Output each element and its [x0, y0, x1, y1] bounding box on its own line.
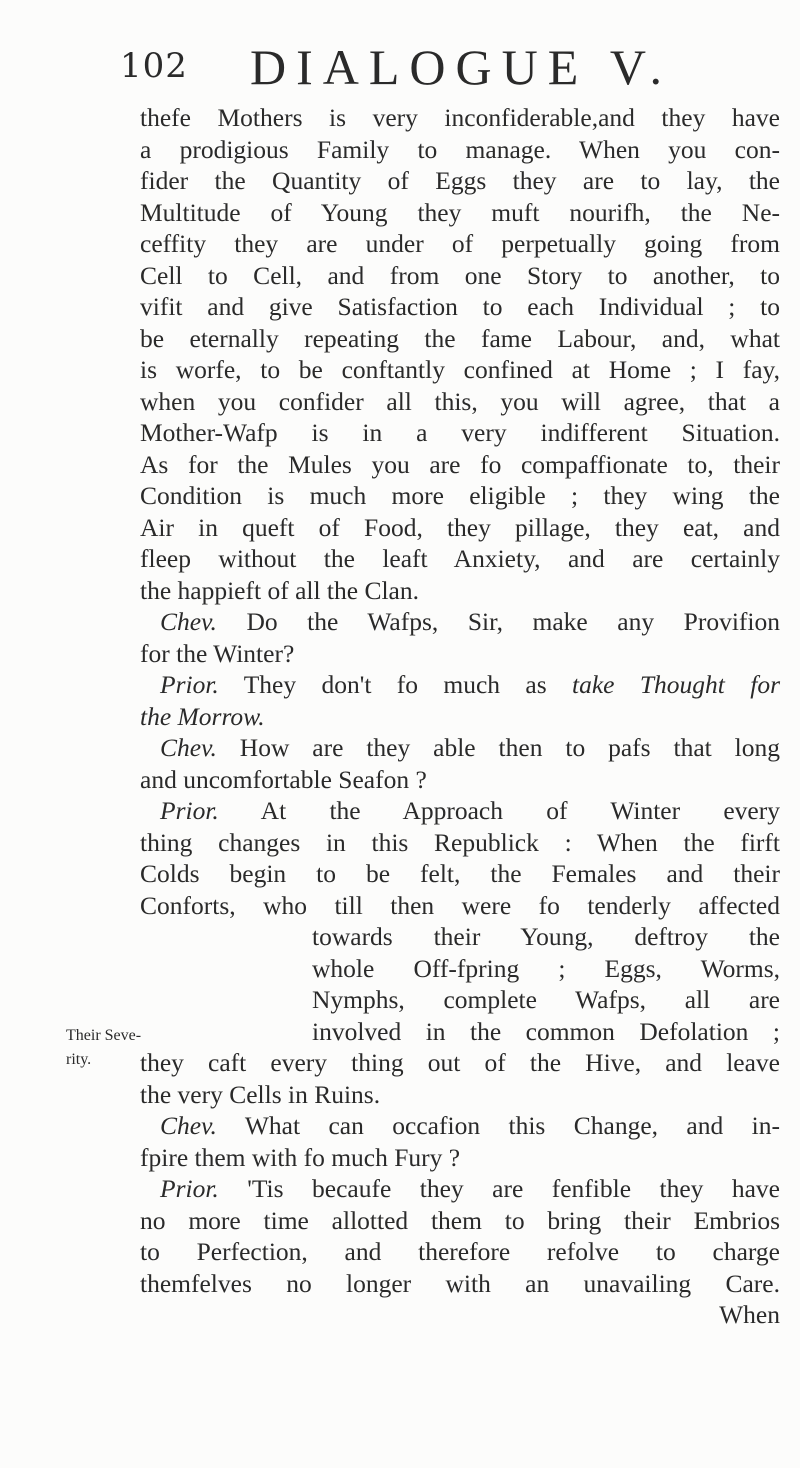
catchword: When: [719, 1300, 780, 1329]
text-line: is worfe, to be conftantly confined at Home ; I fay,: [140, 355, 780, 384]
text-line: [140, 606, 780, 638]
text-line: and uncomfortable Seafon ?: [140, 764, 427, 794]
text-line: thing changes in this Republick : When the firft: [140, 827, 780, 857]
text-line: [140, 669, 780, 701]
text-line: the Morrow.: [140, 701, 265, 731]
speech-text: What can occafion this Change, and in-: [216, 1111, 780, 1140]
text-line: Cell to Cell, and from one Story to another, to: [140, 260, 780, 290]
text-line: Multitude of Young they muft nourifh, the Ne-: [140, 197, 780, 227]
speaker-label: Chev.: [160, 733, 217, 762]
text-line: vifit and give Satisfaction to each Individual ; to: [140, 292, 780, 321]
text-line: Colds begin to be felt, the Females and their: [140, 859, 780, 888]
text-line: [140, 1173, 780, 1205]
text-line: fleep without the leaft Anxiety, and are certainly: [140, 544, 780, 573]
running-head: DIALOGUE V.: [250, 39, 673, 95]
text-line: when you confider all this, you will agree, that a: [140, 386, 780, 416]
text-line: [140, 1110, 780, 1142]
text-line: fpire them with fo much Fury ?: [140, 1142, 461, 1172]
text-line: [140, 732, 780, 764]
speaker-label: Chev.: [160, 1111, 217, 1140]
text-line: Mother-Wafp is in a very indifferent Situation.: [140, 418, 780, 447]
text-line: to Perfection, and therefore refolve to charge: [140, 1237, 780, 1266]
text-line: the happieft of all the Clan.: [140, 575, 419, 605]
text-line: be eternally repeating the fame Labour, and, what: [140, 323, 780, 353]
text-line: thefe Mothers is very inconfiderable,and they have: [140, 103, 780, 132]
text-line: for the Winter?: [140, 638, 295, 668]
page-header: [120, 38, 680, 100]
text-line: whole Off-fpring ; Eggs, Worms,: [312, 953, 780, 983]
speech-text: At the Approach of Winter every: [218, 796, 780, 825]
speech-text: They don't fo much as: [218, 670, 573, 699]
text-line: Nymphs, complete Wafps, all are: [312, 985, 780, 1014]
text-line: they caft every thing out of the Hive, and leave: [140, 1048, 780, 1077]
speaker-label: Prior.: [160, 1174, 219, 1203]
page-number: 102: [120, 46, 188, 86]
text-line: Condition is much more eligible ; they wing the: [140, 481, 780, 510]
margin-note: [66, 1024, 146, 1072]
speech-text: 'Tis becaufe they are fenfible they have: [218, 1174, 780, 1203]
speech-text: How are they able then to pafs that long: [216, 733, 780, 762]
speaker-label: Prior.: [160, 670, 219, 699]
text-line: towards their Young, deftroy the: [312, 922, 780, 951]
margin-note-line: Their Seve-: [66, 1027, 142, 1044]
margin-note-line: rity.: [66, 1051, 92, 1068]
text-line: no more time allotted them to bring their Embrios: [140, 1205, 780, 1235]
text-line: involved in the common Defolation ;: [312, 1016, 780, 1046]
speech-text: Do the Wafps, Sir, make any Provifion: [216, 607, 780, 636]
text-line: ceffity they are under of perpetually going from: [140, 229, 780, 258]
speaker-label: Prior.: [160, 796, 219, 825]
text-line: fider the Quantity of Eggs they are to lay, the: [140, 166, 780, 195]
speaker-label: Chev.: [160, 607, 217, 636]
text-line: Air in queft of Food, they pillage, they eat, and: [140, 512, 780, 542]
body-text: [140, 102, 780, 1331]
text-line: [140, 795, 780, 827]
text-line: a prodigious Family to manage. When you con-: [140, 134, 780, 164]
text-line: themfelves no longer with an unavailing Care.: [140, 1268, 780, 1298]
italic-phrase: take Thought for: [572, 670, 780, 699]
text-line: As for the Mules you are fo compaffionate to, their: [140, 449, 780, 479]
text-line: the very Cells in Ruins.: [140, 1079, 381, 1109]
text-line: Conforts, who till then were fo tenderly affected: [140, 890, 780, 920]
